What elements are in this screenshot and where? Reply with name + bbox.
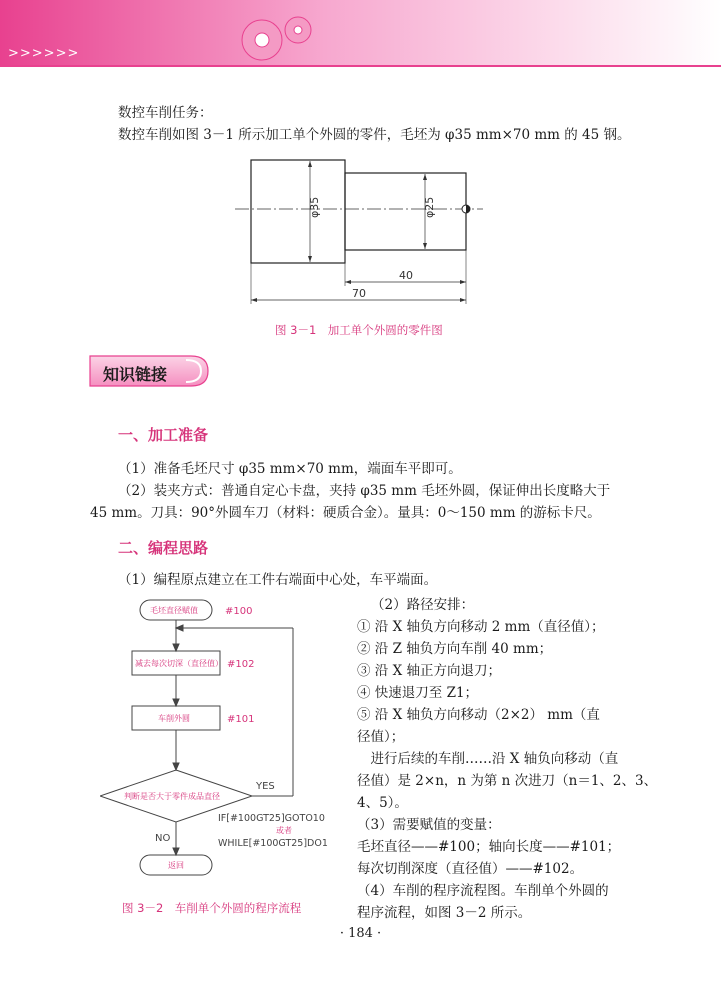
section2-title: 二、编程思路 xyxy=(118,539,209,557)
flowchart-step1-label: 减去每次切深（直径值） xyxy=(135,659,223,668)
route-line-3: ② 沿 Z 轴负方向车削 40 mm； xyxy=(357,641,553,657)
task-heading: 数控车削任务： xyxy=(118,105,213,121)
flowchart-code-if: IF[#100GT25]GOTO10 xyxy=(218,813,325,824)
dim-d35: φ35 xyxy=(308,196,321,218)
dim-d25: φ25 xyxy=(423,196,436,218)
flowchart-no-label: NO xyxy=(155,833,171,844)
cylinder-d25 xyxy=(345,173,466,250)
route-line-10: 4、5）。 xyxy=(357,795,408,811)
section1-paragraph-2a: （2）装夹方式：普通自定心卡盘，夹持 φ35 mm 毛坯外圆，保证伸出长度略大于 xyxy=(118,483,611,499)
route-line-7: 径值）； xyxy=(357,729,405,745)
part-drawing xyxy=(235,152,485,312)
flowchart-step2-label: 车削外圆 xyxy=(158,714,190,723)
route-line-15: 程序流程，如图 3－2 所示。 xyxy=(357,905,532,921)
flowchart-yes-label: YES xyxy=(256,781,275,792)
section1-paragraph-1: （1）准备毛坯尺寸 φ35 mm×70 mm，端面车平即可。 xyxy=(118,461,462,477)
route-line-11: （3）需要赋值的变量： xyxy=(357,817,501,833)
route-line-4: ③ 沿 X 轴正方向退刀； xyxy=(357,663,501,679)
page-header-banner xyxy=(0,0,721,78)
flowchart-step1-var: #102 xyxy=(227,659,255,670)
page-number: · 184 · xyxy=(339,926,382,941)
flowchart-step2-var: #101 xyxy=(227,714,255,725)
route-line-9: 径值）是 2×n，n 为第 n 次进刀（n＝1、2、3、 xyxy=(357,773,658,789)
section1-title: 一、加工准备 xyxy=(118,426,209,444)
flowchart-end-label: 返回 xyxy=(168,861,184,870)
flowchart-start-var: #100 xyxy=(225,606,253,617)
flowchart-start-label: 毛坯直径赋值 xyxy=(150,606,198,615)
section2-paragraph-1: （1）编程原点建立在工件右端面中心处，车平端面。 xyxy=(118,572,438,588)
flowchart-code-while: WHILE[#100GT25]DO1 xyxy=(218,838,328,849)
route-line-13: 每次切削深度（直径值）——#102。 xyxy=(357,861,584,877)
route-line-6: ⑤ 沿 X 轴负方向移动（2×2） mm（直 xyxy=(357,707,600,723)
dim-70: 70 xyxy=(352,287,366,300)
figure2-caption: 图 3－2 车削单个外圆的程序流程 xyxy=(122,901,302,915)
figure1-caption: 图 3－1 加工单个外圆的零件图 xyxy=(275,323,443,337)
route-line-5: ④ 快速退刀至 Z1； xyxy=(357,685,479,701)
header-arrows: >>>>>> xyxy=(8,46,80,61)
flowchart-decision-label: 判断是否大于零件成品直径 xyxy=(124,792,220,801)
header-graphic xyxy=(0,0,721,78)
route-line-8: 进行后续的车削……沿 X 轴负向移动（直 xyxy=(357,751,619,767)
route-line-1: （2）路径安排： xyxy=(371,597,475,613)
program-flowchart xyxy=(100,595,360,900)
route-line-12: 毛坯直径——#100；轴向长度——#101； xyxy=(357,839,621,855)
route-line-14: （4）车削的程序流程图。车削单个外圆的 xyxy=(357,883,609,899)
cylinder-d35 xyxy=(251,160,345,263)
route-line-2: ① 沿 X 轴负方向移动 2 mm（直径值）； xyxy=(357,619,605,635)
knowledge-tab-label: 知识链接 xyxy=(103,365,168,384)
flowchart-code-or: 或者 xyxy=(276,826,292,835)
task-description: 数控车削如图 3－1 所示加工单个外圆的零件，毛坯为 φ35 mm×70 mm 的 45 钢。 xyxy=(118,127,631,143)
section1-paragraph-2b: 45 mm。刀具：90°外圆车刀（材料：硬质合金）。量具：0～150 mm 的游标卡尺。 xyxy=(90,505,601,521)
dim-40: 40 xyxy=(399,269,413,282)
